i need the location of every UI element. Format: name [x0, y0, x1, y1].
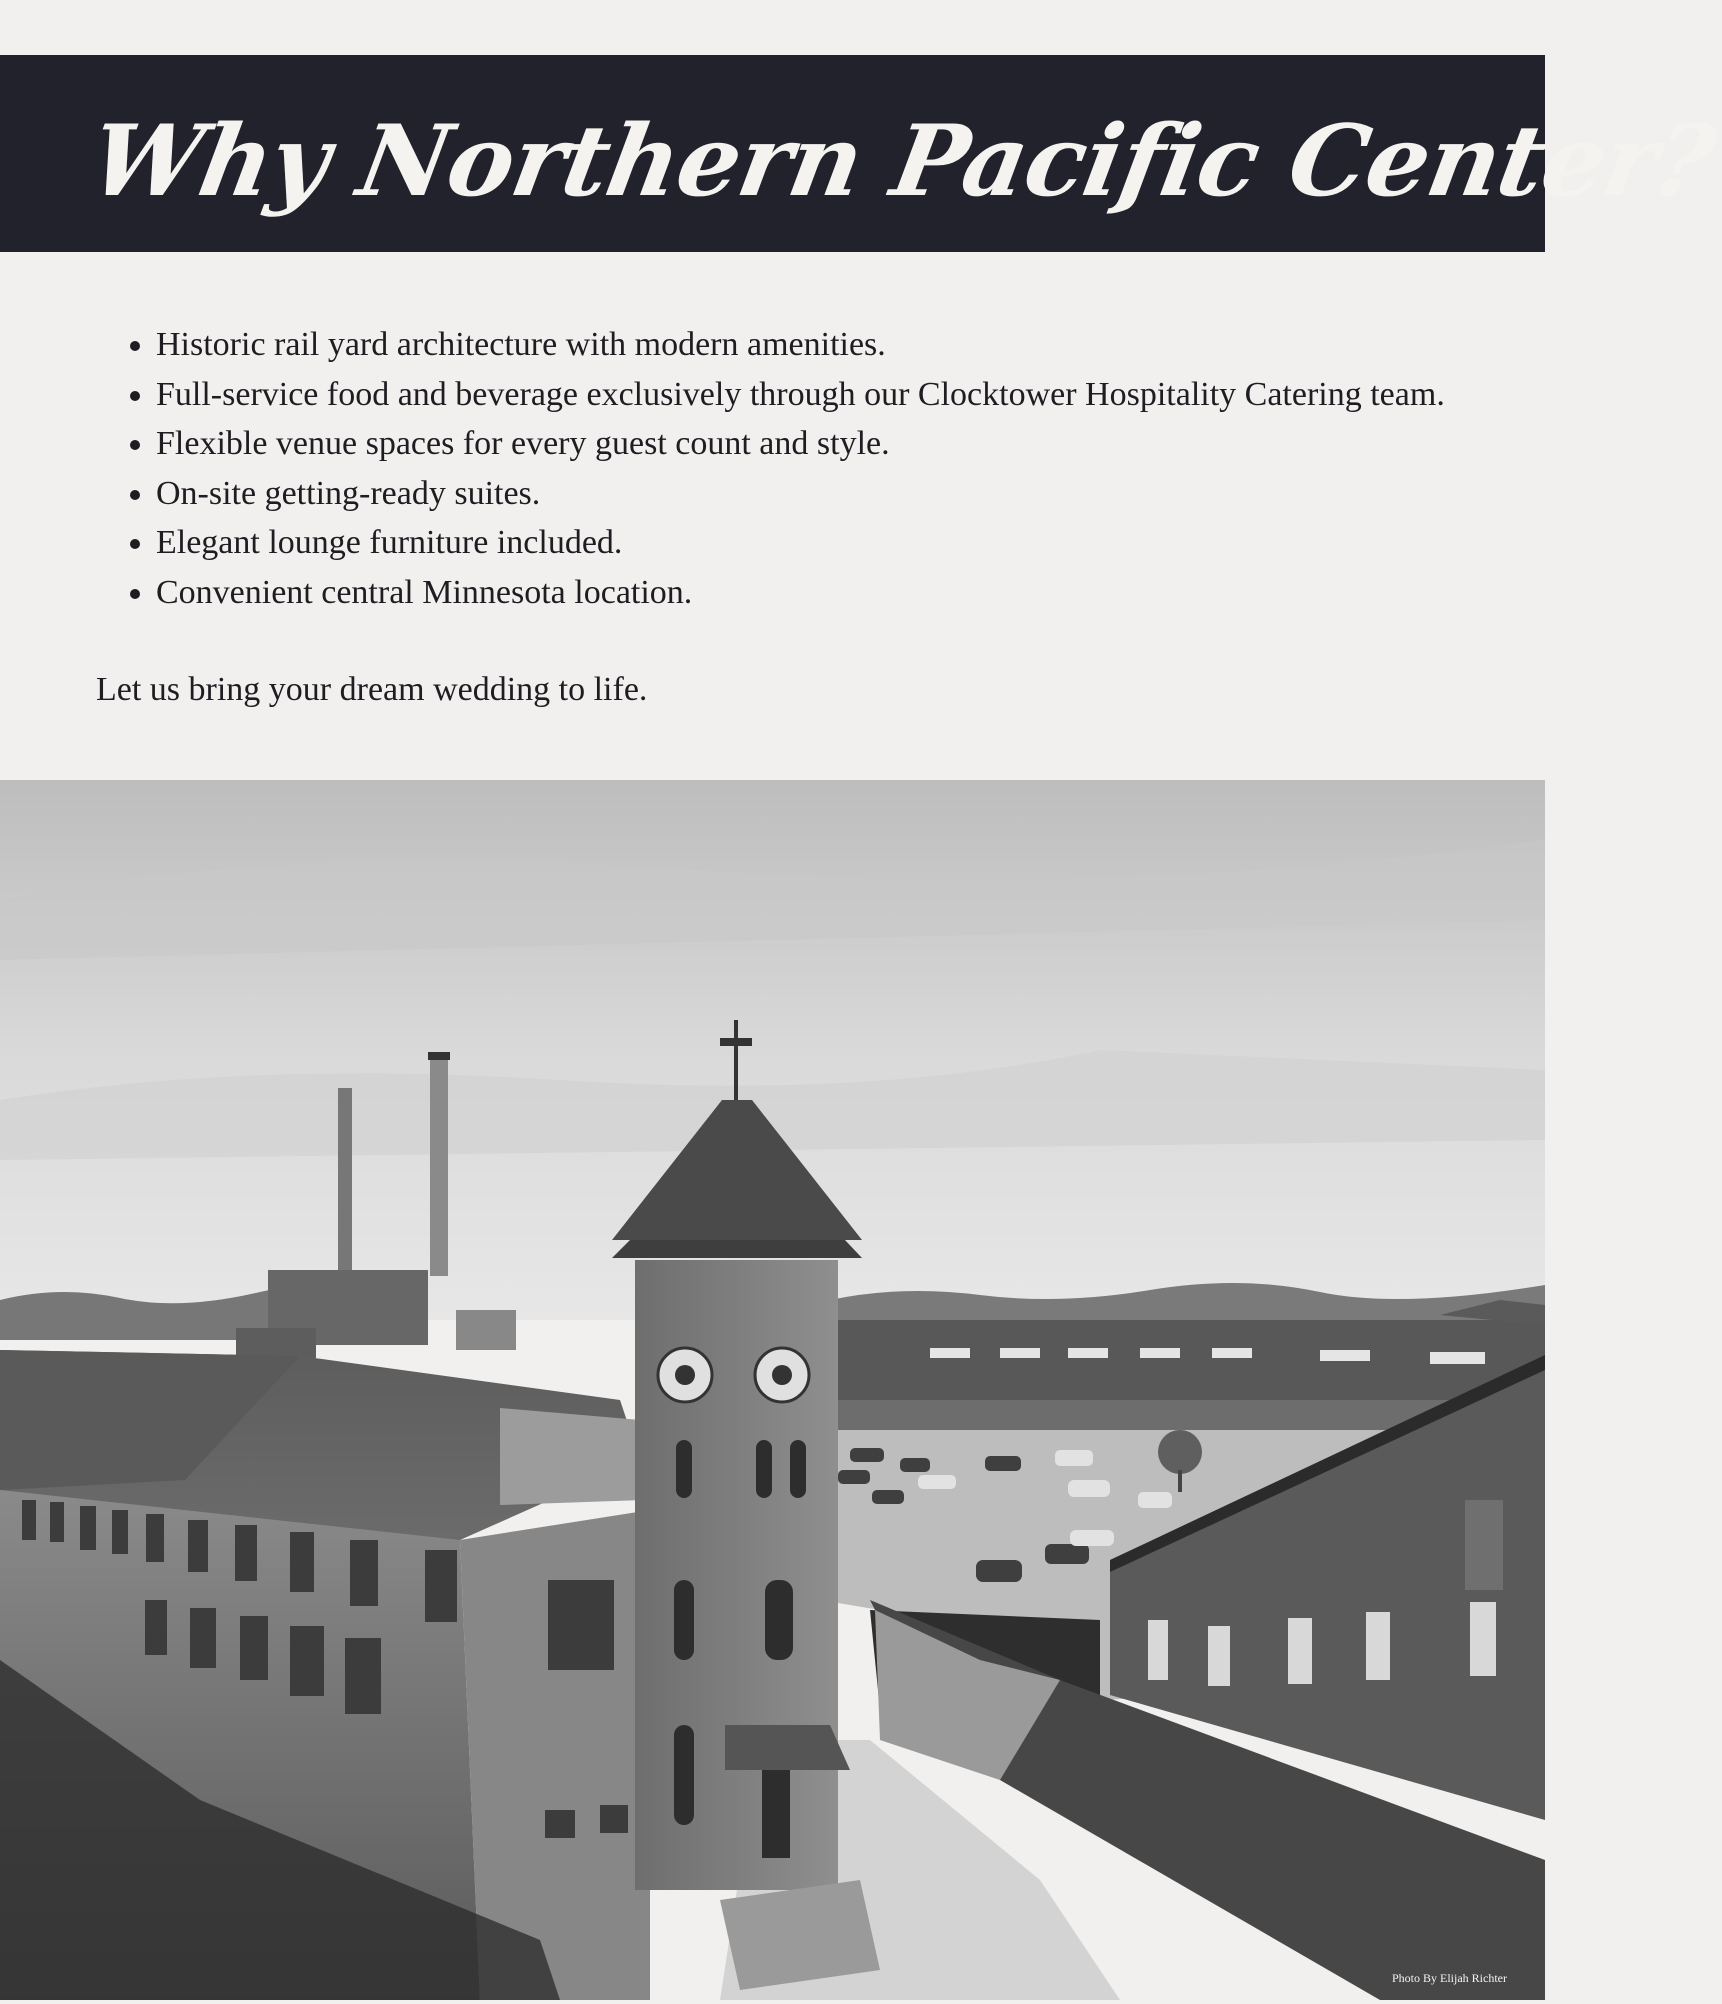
tree [1158, 1430, 1202, 1474]
photo-credit: Photo By Elijah Richter [1392, 1971, 1507, 1985]
feature-list [98, 320, 1445, 617]
list-item: • Full-service food and beverage exclusively through our Clocktower Hospitality Catering team. [156, 370, 1445, 420]
aerial-photo-illustration [0, 780, 1545, 2000]
title-banner [0, 55, 1722, 252]
list-item: • Convenient central Minnesota location. [156, 568, 1445, 618]
closing-statement: Let us bring your dream wedding to life. [96, 671, 648, 708]
smokestack [338, 1088, 352, 1273]
weathervane [734, 1020, 738, 1100]
list-item: • Flexible venue spaces for every guest count and style. [156, 419, 1445, 469]
venue-photo [0, 780, 1545, 2000]
smokestack [430, 1054, 448, 1276]
list-item: • On-site getting-ready suites. [156, 469, 1445, 519]
list-item: • Historic rail yard architecture with modern amenities. [156, 320, 1445, 370]
page-title: Why Northern Pacific Center? [81, 104, 1722, 219]
list-item: • Elegant lounge furniture included. [156, 518, 1445, 568]
entry-canopy [725, 1725, 850, 1770]
